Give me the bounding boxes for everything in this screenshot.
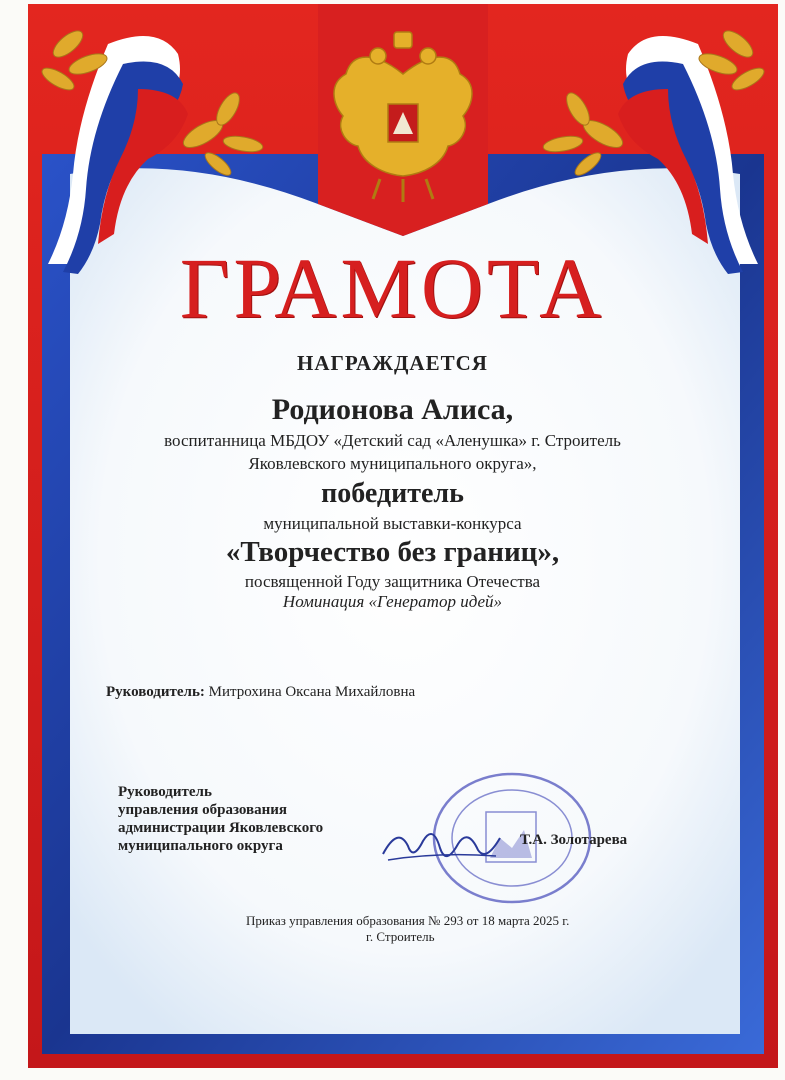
recipient-description-line1: воспитанница МБДОУ «Детский сад «Аленушка» г. Строитель <box>164 431 621 450</box>
recipient-description-line2: Яковлевского муниципального округа», <box>248 454 537 473</box>
signatory-line: администрации Яковлевского <box>118 820 324 836</box>
signatory-line: муниципального округа <box>118 838 283 854</box>
leader-label: Руководитель: <box>106 684 205 700</box>
signature-icon <box>378 816 508 872</box>
status-label: победитель <box>321 478 464 509</box>
signatory-name: Т.А. Золотарева <box>520 832 628 848</box>
signatory-block <box>118 783 323 855</box>
contest-name: «Творчество без границ», <box>225 536 560 568</box>
contest-line1: муниципальной выставки-конкурса <box>263 514 522 533</box>
certificate-title: ГРАМОТА <box>179 240 606 336</box>
signatory-line: управления образования <box>118 802 288 818</box>
signatory-line: Руководитель <box>118 784 212 800</box>
order-city: г. Строитель <box>366 929 435 944</box>
contest-line3: посвященной Году защитника Отечества <box>244 572 541 591</box>
leader-name: Митрохина Оксана Михайловна <box>208 684 416 700</box>
leader-line <box>106 684 415 701</box>
order-reference: Приказ управления образования № 293 от 18 марта 2025 г. <box>246 913 570 928</box>
awarded-label: НАГРАЖДАЕТСЯ <box>297 351 488 375</box>
recipient-name: Родионова Алиса, <box>271 393 514 426</box>
nomination: Номинация «Генератор идей» <box>282 592 503 611</box>
